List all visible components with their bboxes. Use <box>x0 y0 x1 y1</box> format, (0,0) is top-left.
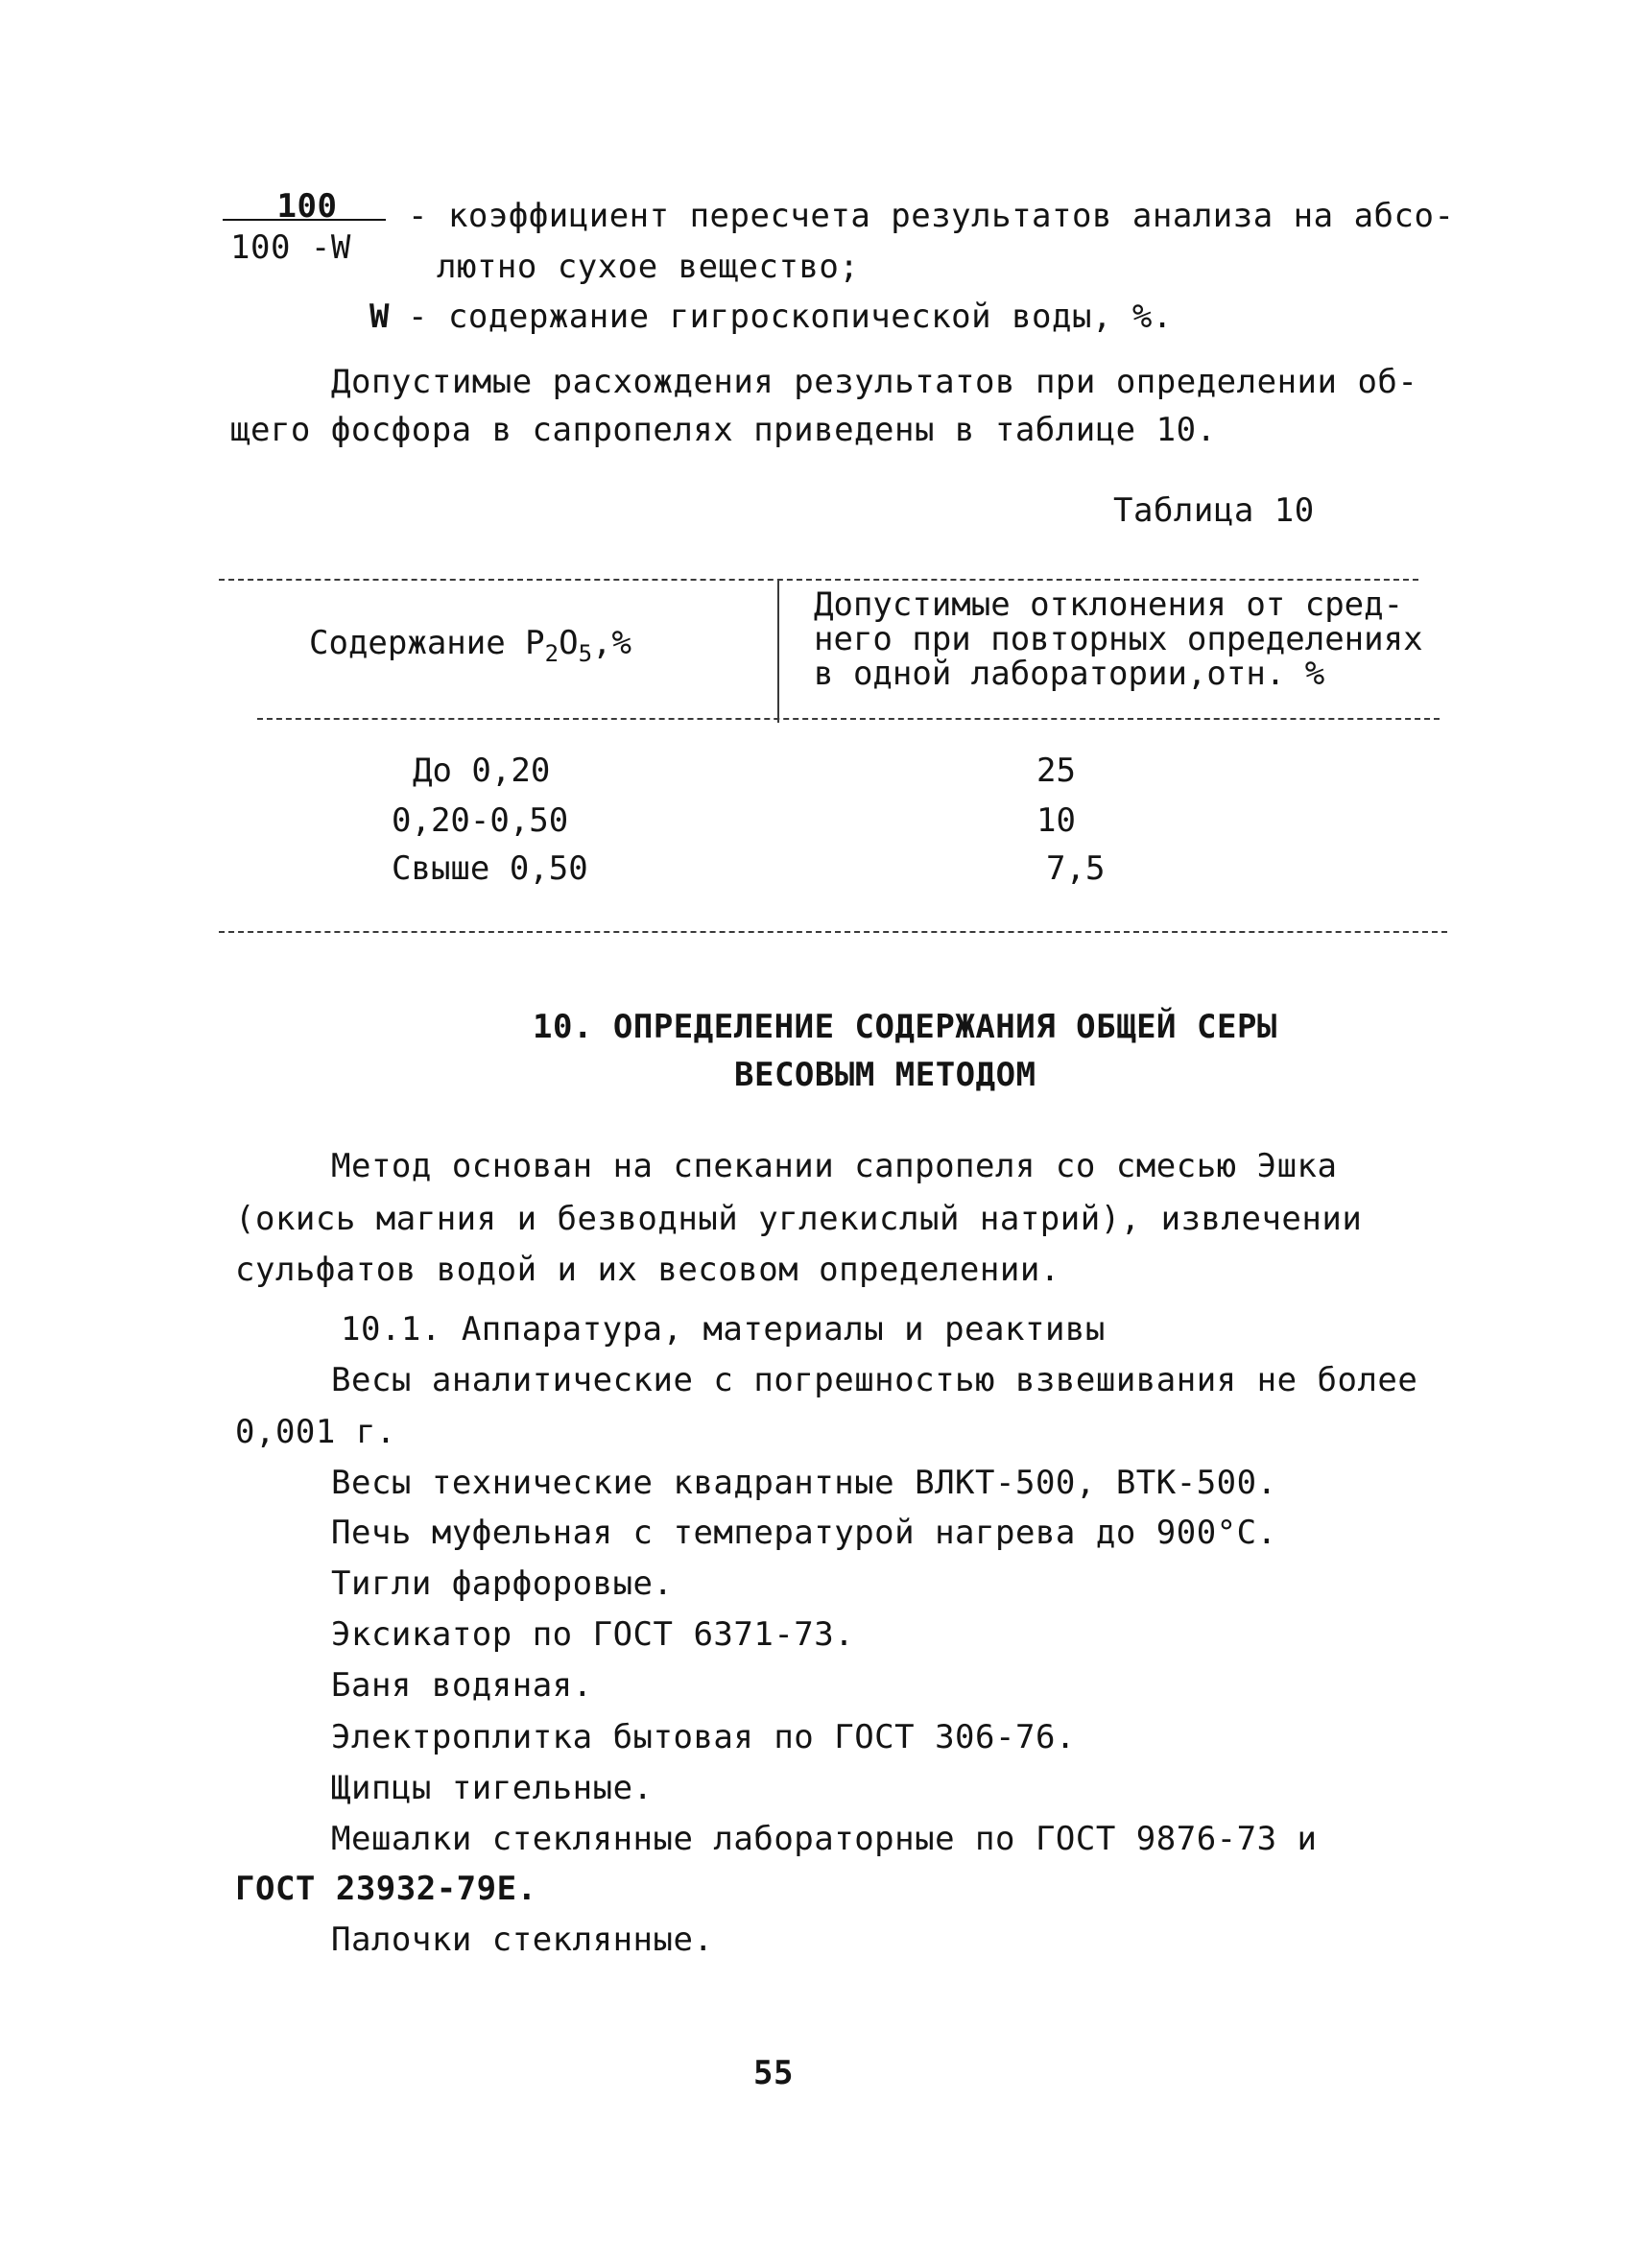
formula-description-line1: - коэффициент пересчета результатов анализа на абсо- <box>408 197 1455 235</box>
table-top-rule <box>219 579 1418 581</box>
discrepancy-line2: щего фосфора в сапропелях приведены в таблице 10. <box>230 411 1217 449</box>
table-header-col2-line2: него при повторных определениях <box>814 620 1423 658</box>
table-header-col2-line3: в одной лаборатории,отн. % <box>814 655 1325 693</box>
header-col1-text: Содержание P <box>309 624 545 662</box>
page-number: 55 <box>753 2054 794 2092</box>
method-line3: сульфатов водой и их весовом определении. <box>235 1251 1060 1289</box>
list-item: 0,001 г. <box>235 1413 396 1451</box>
row-range: До 0,20 <box>413 752 551 790</box>
header-col1-tail: ,% <box>592 624 631 662</box>
row-range: 0,20-0,50 <box>392 801 569 840</box>
row-value: 25 <box>1036 752 1076 790</box>
list-item: Щипцы тигельные. <box>331 1769 654 1807</box>
formula-description-line2: лютно сухое вещество; <box>437 248 860 286</box>
discrepancy-line1: Допустимые расхождения результатов при определении об- <box>331 363 1418 401</box>
table-header-col2-line1: Допустимые отклонения от сред- <box>814 585 1404 624</box>
list-item: Печь муфельная с температурой нагрева до 900°С. <box>331 1514 1277 1552</box>
list-item: Весы аналитические с погрешностью взвешивания не более <box>331 1361 1418 1399</box>
subsection-title: 10.1. Аппаратура, материалы и реактивы <box>341 1310 1106 1349</box>
table-header-col1 <box>309 624 631 667</box>
table-header-rule <box>257 718 1440 720</box>
fraction-denominator: 100 -W <box>230 228 351 267</box>
row-range: Свыше 0,50 <box>392 849 588 888</box>
row-value: 7,5 <box>1046 849 1106 888</box>
list-item: Тигли фарфоровые. <box>331 1564 674 1603</box>
list-item: Эксикатор по ГОСТ 6371-73. <box>331 1615 855 1654</box>
list-item: ГОСТ 23932-79Е. <box>235 1870 537 1908</box>
header-col1-sub1: 2 <box>544 640 560 667</box>
list-item: Весы технические квадрантные ВЛКТ-500, ВТК-500. <box>331 1464 1277 1502</box>
section-heading-line2: ВЕСОВЫМ МЕТОДОМ <box>734 1056 1036 1094</box>
list-item: Палочки стеклянные. <box>331 1921 714 1959</box>
list-item: Электроплитка бытовая по ГОСТ 306-76. <box>331 1718 1076 1756</box>
header-col1-sub2: 5 <box>578 640 593 667</box>
method-line2: (окись магния и безводный углекислый натрий), извлечении <box>235 1200 1363 1238</box>
w-description: - содержание гигроскопической воды, %. <box>408 298 1173 336</box>
section-heading-line1: 10. ОПРЕДЕЛЕНИЕ СОДЕРЖАНИЯ ОБЩЕЙ СЕРЫ <box>533 1008 1277 1046</box>
fraction-bar <box>223 219 386 221</box>
table-column-divider <box>777 579 779 723</box>
list-item: Баня водяная. <box>331 1666 593 1705</box>
fraction-numerator: 100 <box>276 187 338 226</box>
header-col1-mid: O <box>559 624 579 662</box>
row-value: 10 <box>1036 801 1076 840</box>
table-bottom-rule <box>219 931 1447 933</box>
table-caption: Таблица 10 <box>1113 491 1315 530</box>
list-item: Мешалки стеклянные лабораторные по ГОСТ 9876-73 и <box>331 1820 1318 1858</box>
w-symbol: W <box>369 298 390 336</box>
method-line1: Метод основан на спекании сапропеля со смесью Эшка <box>331 1147 1338 1185</box>
